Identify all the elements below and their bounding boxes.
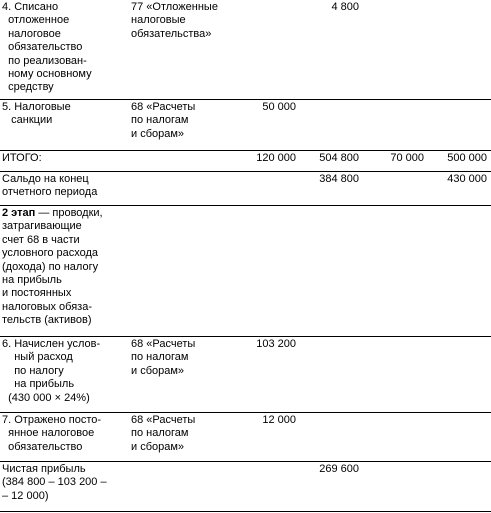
table-row xyxy=(0,413,491,462)
credit-period-value: 269 600 xyxy=(319,463,359,475)
corresponding-account: 68 «Расчеты по налогам и сборам» xyxy=(131,338,196,377)
entry-description: 7. Отражено посто- янное налоговое обязательство xyxy=(2,414,102,453)
table-row xyxy=(0,337,491,413)
debit-period-value: 50 000 xyxy=(262,101,296,113)
stage-description: — проводки, затрагивающие счет 68 в части условного расхода (дохода) по налогу на прибыль и постоянных налоговых обяза- тельств (активов) xyxy=(2,207,103,327)
stage-label: 2 этап xyxy=(2,207,36,219)
debit-period-value: 120 000 xyxy=(256,152,296,164)
balance-label: Сальдо на конец отчетного периода xyxy=(2,173,98,199)
table-row xyxy=(0,100,491,151)
entry-description: 6. Начислен услов- ный расход по налогу на прибыль (430 000 × 24%) xyxy=(2,338,101,404)
total-label: ИТОГО: xyxy=(2,152,42,164)
credit-period-value: 504 800 xyxy=(319,152,359,164)
corresponding-account: 68 «Расчеты по налогам и сборам» xyxy=(131,101,196,140)
debit-accum-value: 70 000 xyxy=(390,152,424,164)
credit-period-value: 4 800 xyxy=(331,1,359,13)
table-row-net-profit xyxy=(0,462,491,512)
credit-accum-value: 430 000 xyxy=(447,173,487,185)
corresponding-account: 77 «Отложенные налоговые обязательства» xyxy=(131,1,218,40)
debit-period-value: 12 000 xyxy=(262,414,296,426)
entry-description: 4. Списано отложенное налоговое обязательство по реализован- ному основному средству xyxy=(2,1,92,94)
debit-period-value: 103 200 xyxy=(256,338,296,350)
credit-period-value: 384 800 xyxy=(319,173,359,185)
credit-accum-value: 500 000 xyxy=(447,152,487,164)
table-row-section xyxy=(0,206,491,337)
entry-description: 5. Налоговые санкции xyxy=(2,101,71,127)
corresponding-account: 68 «Расчеты по налогам и сборам» xyxy=(131,414,196,453)
section-description xyxy=(2,207,103,328)
table-row-total xyxy=(0,151,491,172)
table-row xyxy=(0,0,491,100)
table-row-balance xyxy=(0,172,491,206)
net-profit-label: Чистая прибыль (384 800 – 103 200 – – 12 000) xyxy=(2,463,107,502)
